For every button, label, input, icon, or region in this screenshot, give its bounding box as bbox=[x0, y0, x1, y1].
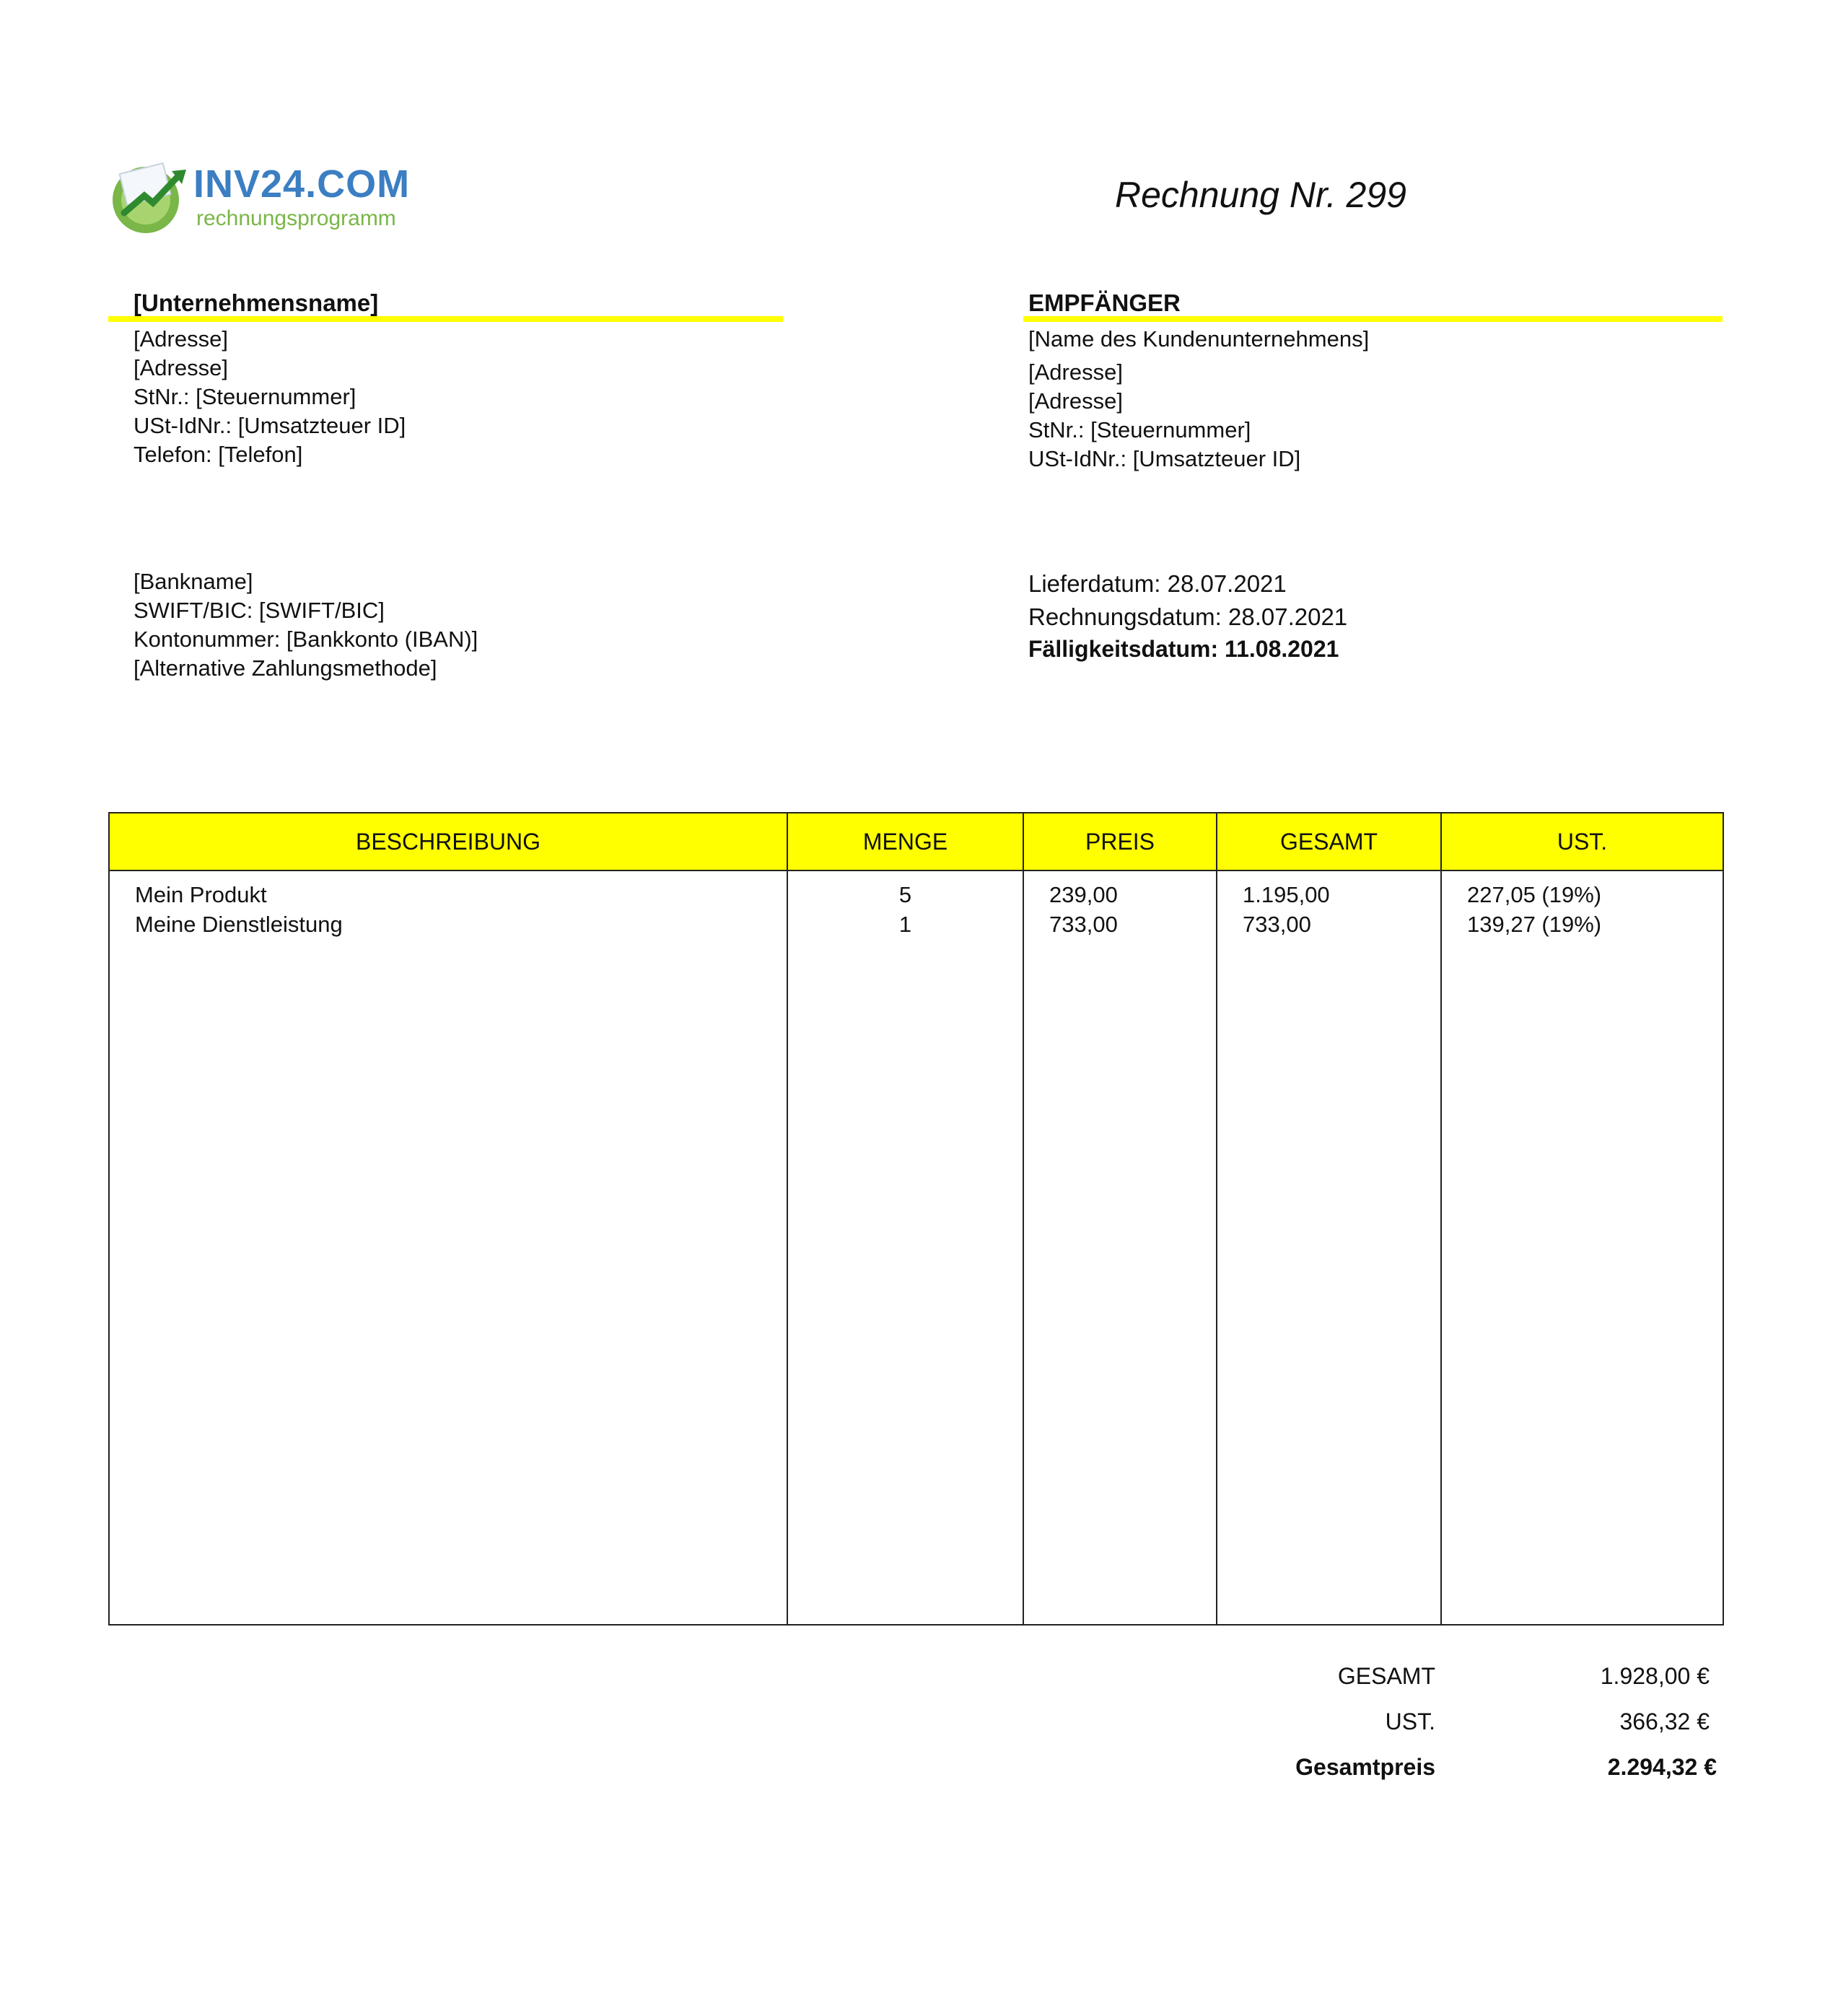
recipient-details bbox=[1028, 325, 1369, 474]
column-header-price: PREIS bbox=[1023, 813, 1217, 870]
recipient-divider bbox=[1023, 316, 1723, 322]
logo-subtitle: rechnungsprogramm bbox=[196, 206, 396, 230]
row-1-price: 239,00 bbox=[1049, 882, 1118, 907]
row-1-description: Mein Produkt bbox=[135, 882, 267, 907]
sender-details bbox=[134, 325, 406, 469]
due-date: Fälligkeitsdatum: 11.08.2021 bbox=[1028, 636, 1339, 662]
bank-name: [Bankname] bbox=[134, 569, 253, 594]
logo-brand: INV24.COM bbox=[193, 162, 411, 206]
recipient-tax-number: StNr.: [Steuernummer] bbox=[1028, 417, 1251, 442]
recipient-address-2: [Adresse] bbox=[1028, 388, 1123, 414]
sender-divider bbox=[108, 316, 783, 322]
bank-swift: SWIFT/BIC: [SWIFT/BIC] bbox=[134, 598, 385, 623]
recipient-vat-id: USt-IdNr.: [Umsatzteuer ID] bbox=[1028, 446, 1301, 471]
row-2-description: Meine Dienstleistung bbox=[135, 912, 343, 937]
recipient-company-name: [Name des Kundenunternehmens] bbox=[1028, 326, 1370, 352]
company-logo bbox=[108, 155, 411, 238]
row-1-total: 1.195,00 bbox=[1243, 882, 1330, 907]
bank-account: Kontonummer: [Bankkonto (IBAN)] bbox=[134, 627, 478, 652]
items-table-body bbox=[109, 870, 1723, 1625]
logo-icon bbox=[108, 155, 191, 235]
sender-tax-number: StNr.: [Steuernummer] bbox=[134, 384, 356, 409]
items-table-header bbox=[109, 813, 1723, 870]
column-header-quantity: MENGE bbox=[787, 813, 1023, 870]
gross-total-label: Gesamtpreis bbox=[1295, 1754, 1435, 1780]
row-1-quantity: 5 bbox=[898, 882, 912, 907]
row-2-total: 733,00 bbox=[1243, 912, 1311, 937]
bank-details bbox=[134, 567, 478, 683]
items-table bbox=[108, 812, 1724, 1626]
recipient-address-1: [Adresse] bbox=[1028, 359, 1123, 385]
sender-company-name: [Unternehmensname] bbox=[134, 289, 379, 316]
invoice-date: Rechnungsdatum: 28.07.2021 bbox=[1028, 603, 1348, 630]
vat-total-value: 366,32 € bbox=[1619, 1709, 1710, 1734]
row-1-vat: 227,05 (19%) bbox=[1467, 882, 1602, 907]
sender-address-1: [Adresse] bbox=[134, 326, 228, 352]
invoice-dates bbox=[1028, 567, 1347, 664]
sender-phone: Telefon: [Telefon] bbox=[134, 442, 303, 467]
column-header-vat: UST. bbox=[1441, 813, 1723, 870]
net-total-value: 1.928,00 € bbox=[1600, 1663, 1710, 1689]
invoice-title: Rechnung Nr. 299 bbox=[1115, 175, 1406, 215]
vat-column bbox=[1441, 870, 1723, 1625]
quantity-column bbox=[787, 870, 1023, 1625]
description-column bbox=[109, 870, 787, 1625]
delivery-date: Lieferdatum: 28.07.2021 bbox=[1028, 570, 1287, 597]
row-2-vat: 139,27 (19%) bbox=[1467, 912, 1602, 937]
column-header-description: BESCHREIBUNG bbox=[109, 813, 787, 870]
vat-total-label: UST. bbox=[1385, 1709, 1435, 1734]
gross-total-value: 2.294,32 € bbox=[1607, 1754, 1717, 1780]
column-header-total: GESAMT bbox=[1217, 813, 1441, 870]
recipient-heading: EMPFÄNGER bbox=[1028, 289, 1181, 316]
row-2-price: 733,00 bbox=[1049, 912, 1118, 937]
net-total-label: GESAMT bbox=[1337, 1663, 1435, 1689]
total-column bbox=[1217, 870, 1441, 1625]
bank-alternative-payment: [Alternative Zahlungsmethode] bbox=[134, 655, 437, 681]
row-2-quantity: 1 bbox=[898, 912, 912, 937]
sender-address-2: [Adresse] bbox=[134, 355, 228, 380]
price-column bbox=[1023, 870, 1217, 1625]
sender-vat-id: USt-IdNr.: [Umsatzteuer ID] bbox=[134, 413, 406, 438]
